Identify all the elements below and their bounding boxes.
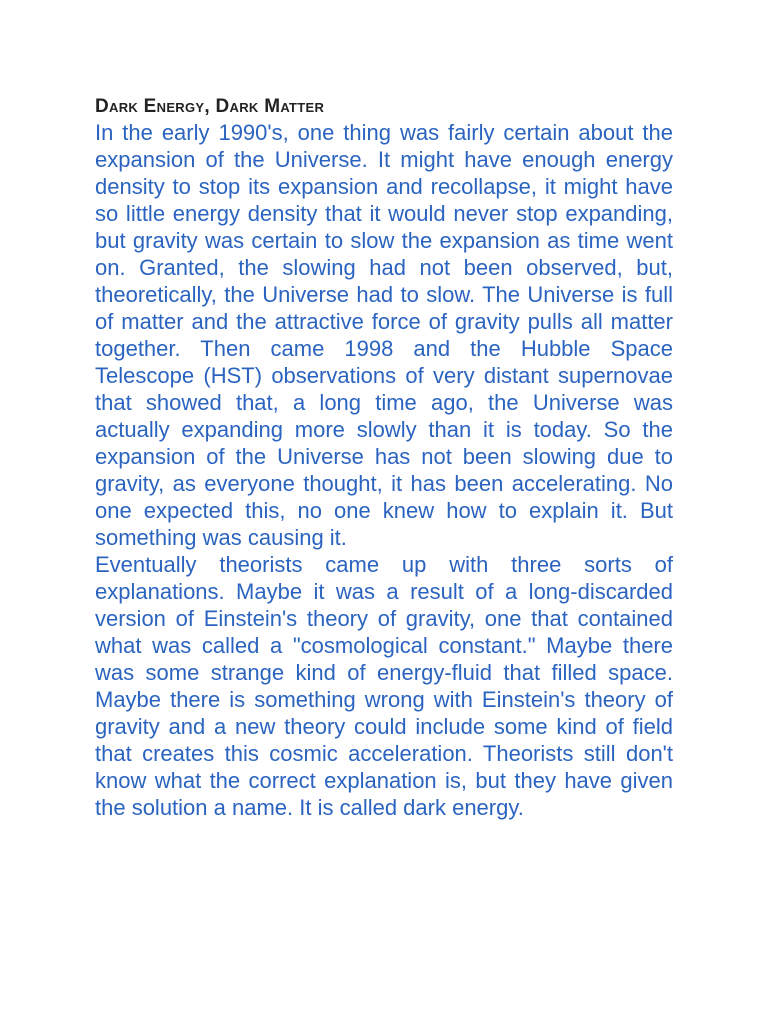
document-content	[95, 95, 673, 821]
paragraph-1: In the early 1990's, one thing was fairly certain about the expansion of the Universe. It might have enough energy density to stop its expansion and recollapse, it might have so little energy density that it would never stop expanding, but gravity was certain to slow the expansion as time went on. Granted, the slowing had not been observed, but, theoretically, the Universe had to slow. The Universe is full of matter and the attractive force of gravity pulls all matter together. Then came 1998 and the Hubble Space Telescope (HST) observations of very distant supernovae that showed that, a long time ago, the Universe was actually expanding more slowly than it is today. So the expansion of the Universe has not been slowing due to gravity, as everyone thought, it has been accelerating. No one expected this, no one knew how to explain it. But something was causing it.	[95, 120, 673, 550]
document-title: Dark Energy, Dark Matter	[95, 96, 325, 117]
paragraph-2: Eventually theorists came up with three sorts of explanations. Maybe it was a result of a long-discarded version of Einstein's theory of gravity, one that contained what was called a "cosmological constant." Maybe there was some strange kind of energy-fluid that filled space. Maybe there is something wrong with Einstein's theory of gravity and a new theory could include some kind of field that creates this cosmic acceleration. Theorists still don't know what the correct explanation is, but they have given the solution a name. It is called dark energy.	[95, 552, 673, 820]
